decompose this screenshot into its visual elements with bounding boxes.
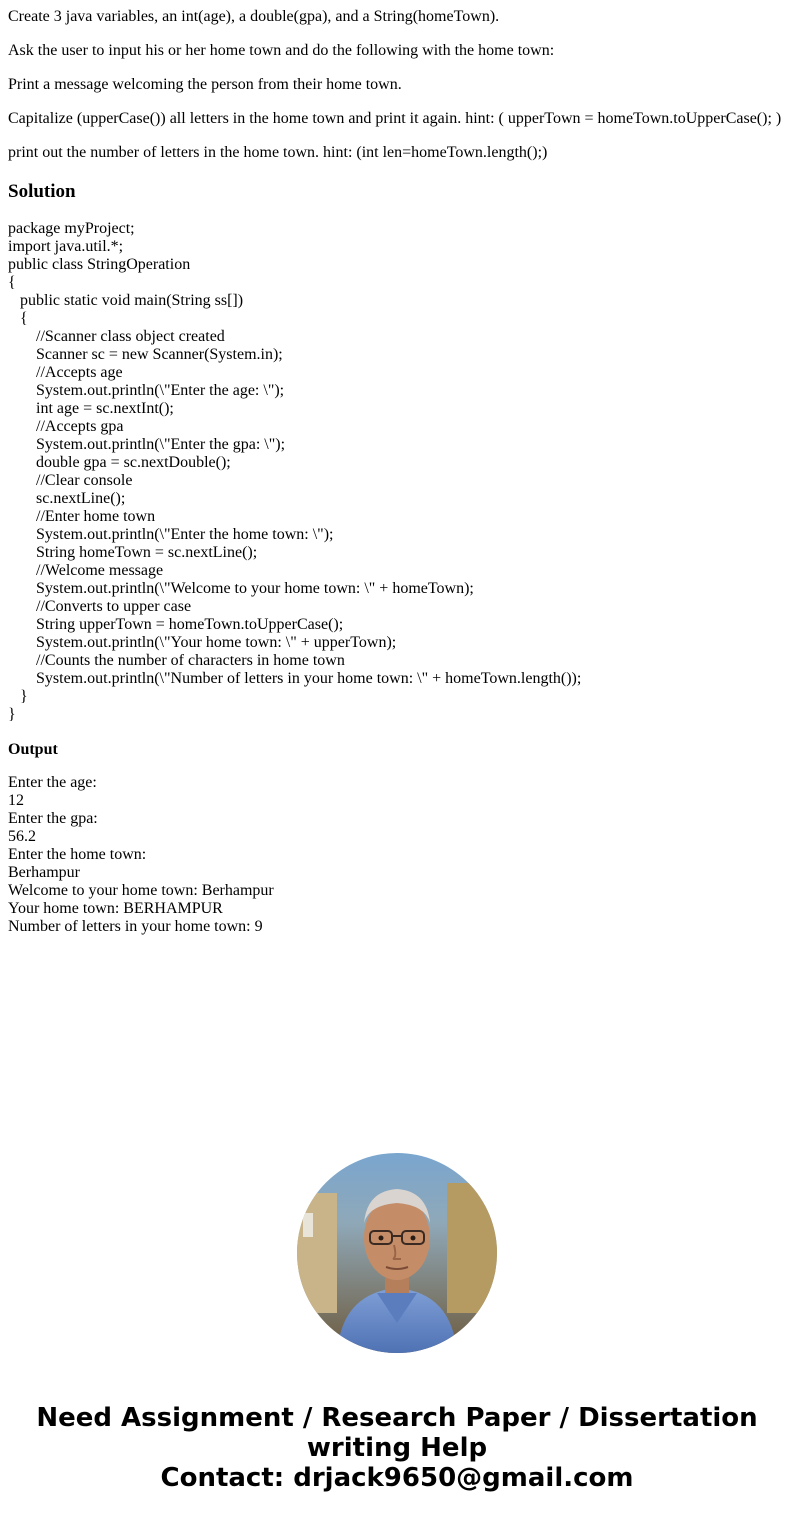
code-line: { bbox=[8, 310, 28, 327]
question-line-5: print out the number of letters in the home town. hint: (int len=homeTown.length();) bbox=[8, 144, 548, 161]
code-line: //Counts the number of characters in home town bbox=[8, 652, 345, 669]
question-line-3: Print a message welcoming the person from their home town. bbox=[8, 76, 402, 93]
code-line: sc.nextLine(); bbox=[8, 490, 126, 507]
code-line: int age = sc.nextInt(); bbox=[8, 400, 174, 417]
code-line: { bbox=[8, 274, 16, 291]
output-line: 12 bbox=[8, 792, 24, 809]
code-line: System.out.println(\"Number of letters in your home town: \" + homeTown.length()); bbox=[8, 670, 582, 687]
output-line: Berhampur bbox=[8, 864, 80, 881]
code-line: System.out.println(\"Enter the age: \"); bbox=[8, 382, 285, 399]
code-line: System.out.println(\"Welcome to your home town: \" + homeTown); bbox=[8, 580, 474, 597]
code-line: //Accepts age bbox=[8, 364, 123, 381]
code-line: } bbox=[8, 688, 28, 705]
code-line: //Scanner class object created bbox=[8, 328, 225, 345]
solution-code bbox=[8, 220, 581, 724]
code-line: Scanner sc = new Scanner(System.in); bbox=[8, 346, 283, 363]
output-line: Enter the home town: bbox=[8, 846, 147, 863]
code-line: //Clear console bbox=[8, 472, 133, 489]
code-line: //Accepts gpa bbox=[8, 418, 124, 435]
promo-line-2: writing Help bbox=[306, 1433, 488, 1463]
code-line: public static void main(String ss[]) bbox=[8, 292, 244, 309]
promo-banner bbox=[0, 1403, 794, 1493]
code-line: public class StringOperation bbox=[8, 256, 191, 273]
output-line: Enter the gpa: bbox=[8, 810, 98, 827]
code-line: double gpa = sc.nextDouble(); bbox=[8, 454, 231, 471]
output-line: 56.2 bbox=[8, 828, 36, 845]
output-line: Enter the age: bbox=[8, 774, 97, 791]
code-line: String homeTown = sc.nextLine(); bbox=[8, 544, 258, 561]
code-line: } bbox=[8, 706, 16, 723]
promo-line-1: Need Assignment / Research Paper / Dissertation bbox=[36, 1403, 758, 1433]
code-line: System.out.println(\"Your home town: \" + upperTown); bbox=[8, 634, 397, 651]
code-line: //Converts to upper case bbox=[8, 598, 192, 615]
code-line: System.out.println(\"Enter the gpa: \"); bbox=[8, 436, 286, 453]
output-heading: Output bbox=[8, 741, 58, 758]
author-avatar bbox=[297, 1153, 497, 1353]
code-line: //Enter home town bbox=[8, 508, 156, 525]
code-line: String upperTown = homeTown.toUpperCase(); bbox=[8, 616, 344, 633]
question-line-1: Create 3 java variables, an int(age), a double(gpa), and a String(homeTown). bbox=[8, 8, 500, 25]
code-line: package myProject; bbox=[8, 220, 135, 237]
question-line-4: Capitalize (upperCase()) all letters in the home town and print it again. hint: ( upperTown = homeTown.toUpperCase(); ) bbox=[8, 110, 782, 127]
code-line: import java.util.*; bbox=[8, 238, 124, 255]
code-line: //Welcome message bbox=[8, 562, 164, 579]
output-line: Your home town: BERHAMPUR bbox=[8, 900, 223, 917]
solution-heading: Solution bbox=[8, 181, 76, 202]
code-line: System.out.println(\"Enter the home town: \"); bbox=[8, 526, 334, 543]
question-line-2: Ask the user to input his or her home town and do the following with the home town: bbox=[8, 42, 555, 59]
promo-contact: Contact: drjack9650@gmail.com bbox=[160, 1463, 634, 1493]
output-line: Welcome to your home town: Berhampur bbox=[8, 882, 274, 899]
person-photo-icon bbox=[297, 1153, 497, 1353]
output-line: Number of letters in your home town: 9 bbox=[8, 918, 263, 935]
program-output bbox=[8, 774, 274, 936]
